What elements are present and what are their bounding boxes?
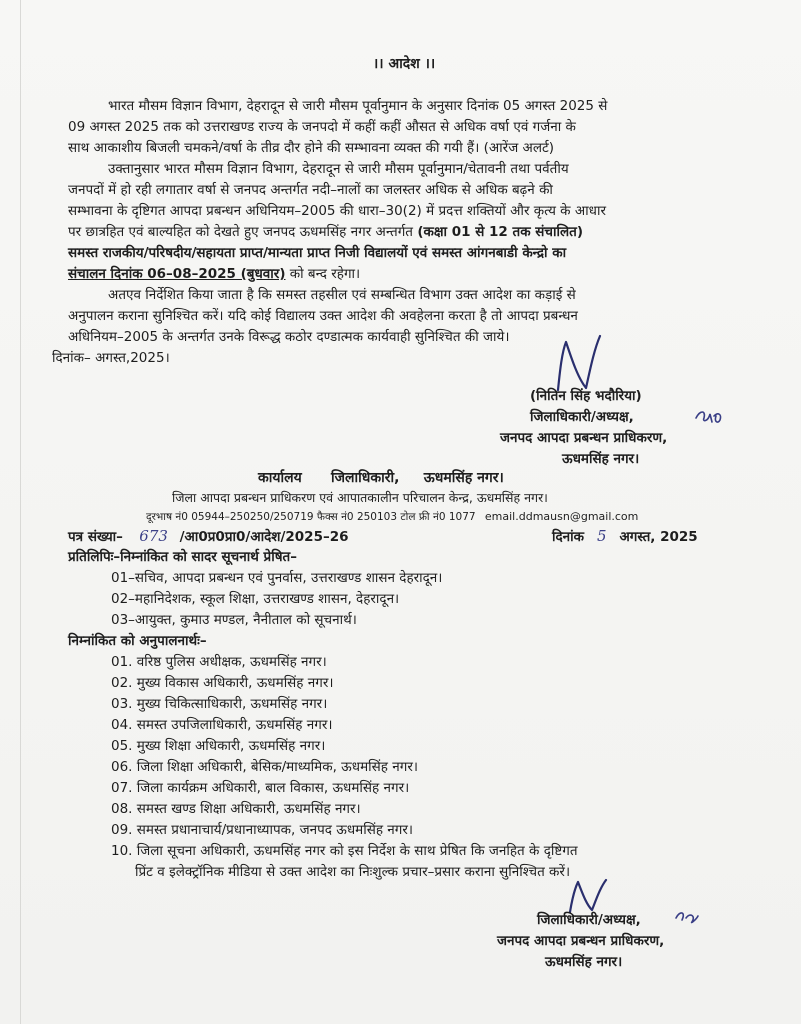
- signatory2-place: ऊधमसिंह नगर।: [545, 954, 623, 970]
- letter-date-label: दिनांक: [552, 529, 585, 545]
- signatory2-designation: जिलाधिकारी/अध्यक्ष,: [537, 912, 641, 928]
- letter-number-line: [68, 528, 349, 545]
- letter-number-rest: /आ0प्र0प्रा0/आदेश/2025–26: [179, 529, 349, 545]
- para3-line3: अधिनियम–2005 के अन्तर्गत उनके विरूद्ध कठोर दण्डात्मक कार्यवाही सुनिश्चित की जाये।: [68, 329, 510, 345]
- compliance-item: 08. समस्त खण्ड शिक्षा अधिकारी, ऊधमसिंह नगर।: [111, 801, 361, 817]
- office-contact: [146, 509, 638, 525]
- signatory-name: (नितिन सिंह भदौरिया): [530, 388, 642, 404]
- para3-line2: अनुपालन कराना सुनिश्चित करें। यदि कोई विद्यालय उक्त आदेश की अवहेलना करता है तो आपदा प्रबन्धन: [68, 308, 578, 324]
- order-heading: ।। आदेश ।।: [373, 56, 436, 72]
- para1-line2: 09 अगस्त 2025 तक को उत्तराखण्ड राज्य के जनपदो में कहीं कहीं औसत से अधिक वर्षा एवं गर्जना के: [68, 119, 576, 135]
- class-range-bold: (कक्षा 01 से 12 तक संचालित): [417, 224, 583, 240]
- order-date-line: दिनांक– अगस्त,2025।: [52, 350, 170, 366]
- para2-line2: जनपदों में हो रही लगातार वर्षा से जनपद अन्तर्गत नदी–नालों का जलस्तर अधिक से अधिक बढ़ने की: [68, 182, 553, 198]
- contact-numbers: दूरभाष नं0 05944–250250/250719 फैक्स नं0 250103 टोल फ्री नं0 1077: [146, 511, 476, 523]
- signatory-designation: जिलाधिकारी/अध्यक्ष,: [530, 409, 634, 425]
- para2-line4-text: पर छात्रहित एवं बाल्यहित को देखते हुए जनपद ऊधमसिंह नगर अन्तर्गत: [68, 224, 414, 240]
- initials-mark-1: [692, 404, 728, 426]
- compliance-item: 02. मुख्य विकास अधिकारी, ऊधमसिंह नगर।: [111, 675, 334, 691]
- para1-line3: साथ आकाशीय बिजली चमकने/वर्षा के तीव्र दौर होने की सम्भावना व्यक्त की गयी हैं। (आरेंज अलर्ट): [68, 140, 555, 156]
- office-title: कार्यालय जिलाधिकारी, ऊधमसिंह नगर।: [258, 470, 504, 486]
- signatory-authority: जनपद आपदा प्रबन्धन प्राधिकरण,: [500, 430, 668, 446]
- letter-number-label: पत्र संख्या–: [68, 529, 123, 545]
- para2-line1: उक्तानुसार भारत मौसम विज्ञान विभाग, देहरादून से जारी मौसम पूर्वानुमान/चेतावनी तथा पर्वतीय: [108, 161, 569, 177]
- copy-item-3: 03–आयुक्त, कुमाउ मण्डल, नैनीताल को सूचनार्थ।: [111, 612, 357, 628]
- initials-mark-2: [672, 906, 702, 926]
- compliance-item: 09. समस्त प्रधानाचार्य/प्रधानाध्यापक, जनपद ऊधमसिंह नगर।: [111, 822, 414, 838]
- contact-email: email.ddmausn@gmail.com: [484, 510, 639, 523]
- compliance-item: 05. मुख्य शिक्षा अधिकारी, ऊधमसिंह नगर।: [111, 738, 326, 754]
- para2-line3: सम्भावना के दृष्टिगत आपदा प्रबन्धन अधिनियम–2005 की धारा–30(2) में प्रदत्त शक्तियों और कृत्य के आधार: [68, 203, 606, 219]
- copy-item-1: 01–सचिव, आपदा प्रबन्धन एवं पुनर्वास, उत्तराखण्ड शासन देहरादून।: [111, 570, 443, 586]
- signatory2-authority: जनपद आपदा प्रबन्धन प्राधिकरण,: [497, 933, 665, 949]
- compliance-item: 06. जिला शिक्षा अधिकारी, बेसिक/माध्यमिक, ऊधमसिंह नगर।: [111, 759, 418, 775]
- compliance-item: 04. समस्त उपजिलाधिकारी, ऊधमसिंह नगर।: [111, 717, 333, 733]
- copy-item-2: 02–महानिदेशक, स्कूल शिक्षा, उत्तराखण्ड शासन, देहरादून।: [111, 591, 400, 607]
- closure-tail: को बन्द रहेगा।: [285, 266, 361, 282]
- letter-date-rest: अगस्त, 2025: [619, 529, 698, 545]
- copy-heading: प्रतिलिपिः–निम्नांकित को सादर सूचनार्थ प्रेषित–: [68, 549, 297, 565]
- para3-line1: अतएव निर्देशित किया जाता है कि समस्त तहसील एवं सम्बन्धित विभाग उक्त आदेश का कड़ाई से: [108, 287, 576, 303]
- compliance-item: 01. वरिष्ठ पुलिस अधीक्षक, ऊधमसिंह नगर।: [111, 654, 327, 670]
- compliance-item: 03. मुख्य चिकित्साधिकारी, ऊधमसिंह नगर।: [111, 696, 328, 712]
- para1-line1: भारत मौसम विज्ञान विभाग, देहरादून से जारी मौसम पूर्वानुमान के अनुसार दिनांक 05 अगस्त 2025 से: [108, 98, 608, 114]
- page-edge-line: [20, 0, 21, 1024]
- letter-date: [552, 528, 698, 545]
- compliance-heading: निम्नांकित को अनुपालनार्थः–: [68, 633, 207, 649]
- para2-line5-bold: समस्त राजकीय/परिषदीय/सहायता प्राप्त/मान्यता प्राप्त निजी विद्यालयों एवं समस्त आंगनबाडी केन्द्रो का: [68, 245, 567, 261]
- office-subtitle: जिला आपदा प्रबन्धन प्राधिकरण एवं आपातकालीन परिचालन केन्द्र, ऊधमसिंह नगर।: [172, 490, 548, 505]
- compliance-item: 07. जिला कार्यक्रम अधिकारी, बाल विकास, ऊधमसिंह नगर।: [111, 780, 410, 796]
- compliance-item-cont: प्रिंट व इलेक्ट्रॉनिक मीडिया से उक्त आदेश का निःशुल्क प्रचार–प्रसार कराना सुनिश्चित करें।: [135, 864, 571, 880]
- para2-line4: [68, 224, 583, 240]
- signatory-place: ऊधमसिंह नगर।: [562, 451, 640, 467]
- letter-number-handwritten: 673: [139, 527, 168, 545]
- para2-line6: [68, 266, 360, 282]
- closure-date-bold: संचालन दिनांक 06–08–2025 (बुधवार): [68, 266, 286, 282]
- letter-date-handwritten: 5: [596, 527, 607, 545]
- compliance-item: 10. जिला सूचना अधिकारी, ऊधमसिंह नगर को इस निर्देश के साथ प्रेषित कि जनहित के दृष्टिगत: [111, 843, 578, 859]
